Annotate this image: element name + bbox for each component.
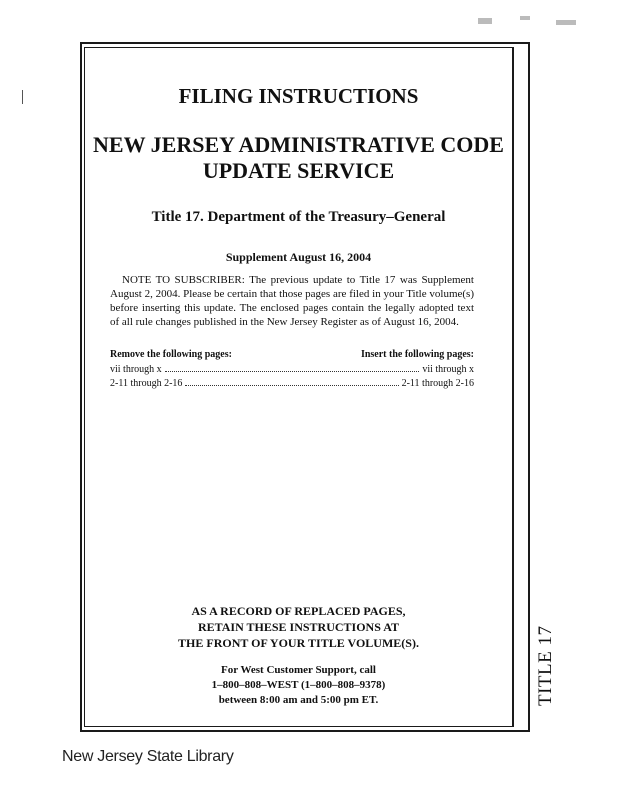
scan-speck: [520, 16, 530, 20]
code-subheading: [84, 132, 513, 184]
support-phone: 1–800–808–WEST (1–800–808–9378): [211, 679, 386, 691]
remove-header: Remove the following pages:: [110, 349, 232, 360]
remove-pages: 2-11 through 2-16: [110, 378, 183, 389]
support-info: [84, 663, 513, 708]
retain-line: AS A RECORD OF REPLACED PAGES,: [191, 604, 406, 618]
support-hours: between 8:00 am and 5:00 pm ET.: [218, 694, 379, 706]
code-subheading-line-2: UPDATE SERVICE: [202, 158, 395, 183]
dot-leader: [165, 371, 420, 372]
scan-speck: [478, 18, 492, 24]
support-line: For West Customer Support, call: [221, 664, 376, 676]
title-tab-label: TITLE 17: [535, 625, 556, 706]
pages-table-header: [110, 349, 474, 360]
retain-notice: [84, 603, 513, 651]
table-row: [110, 377, 474, 391]
code-subheading-line-1: NEW JERSEY ADMINISTRATIVE CODE: [93, 132, 504, 157]
retain-line: THE FRONT OF YOUR TITLE VOLUME(S).: [178, 636, 419, 650]
insert-pages: 2-11 through 2-16: [401, 378, 474, 389]
insert-pages: vii through x: [422, 364, 474, 375]
tab-divider: [513, 47, 514, 727]
table-row: [110, 363, 474, 377]
library-footer: New Jersey State Library: [62, 748, 234, 765]
dot-leader: [185, 385, 398, 386]
retain-line: RETAIN THESE INSTRUCTIONS AT: [197, 620, 400, 634]
scan-mark: [22, 90, 23, 104]
title-line: Title 17. Department of the Treasury–General: [151, 209, 446, 225]
remove-pages: vii through x: [110, 364, 162, 375]
filing-instructions-heading: FILING INSTRUCTIONS: [178, 84, 419, 108]
subscriber-note: NOTE TO SUBSCRIBER: The previous update to Title 17 was Supplement August 2, 2004. Please be certain that those pages are filed in your Title volume(s) before inserting this update. The enclosed pages contain the legally adopted text of all rule changes published in the New Jersey Register as of August 16, 2004.: [110, 274, 474, 328]
supplement-date: Supplement August 16, 2004: [225, 250, 372, 264]
insert-header: Insert the following pages:: [360, 349, 474, 360]
pages-table: [110, 349, 474, 391]
scan-speck: [556, 20, 576, 25]
